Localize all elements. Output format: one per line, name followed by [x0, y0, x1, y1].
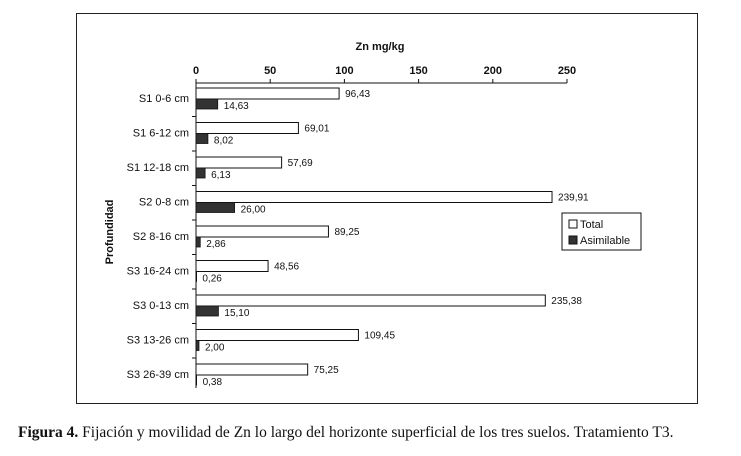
- x-axis-title: Zn mg/kg: [355, 41, 405, 53]
- data-label-asimilable: 8,02: [213, 135, 234, 147]
- legend-swatch-asimilable: [569, 236, 577, 244]
- data-label-asimilable: 0,38: [202, 377, 223, 388]
- category-label: S3 16-24 cm: [126, 265, 189, 278]
- bar-asimilable: [196, 375, 197, 385]
- x-tick-label: 100: [335, 65, 354, 77]
- x-tick-label: 150: [409, 65, 428, 77]
- bar-total: [196, 123, 298, 134]
- data-label-total: 48,56: [274, 261, 300, 273]
- data-label-total: 239,91: [558, 192, 589, 204]
- bar-total: [196, 192, 552, 203]
- bar-total: [196, 157, 282, 168]
- bar-total: [196, 330, 358, 341]
- data-label-asimilable: 6,13: [211, 170, 231, 181]
- x-tick-label: 0: [192, 65, 200, 77]
- category-label: S1 6-12 cm: [132, 127, 189, 140]
- bar-asimilable: [196, 203, 235, 213]
- caption-text: Fijación y movilidad de Zn lo largo del horizonte superficial de los tres suelos. Tratamiento T3.: [82, 424, 674, 441]
- bar-asimilable: [196, 168, 205, 178]
- legend-label-total: Total: [580, 219, 604, 231]
- category-label: S2 8-16 cm: [132, 231, 189, 243]
- data-label-total: 89,25: [334, 227, 360, 238]
- data-label-total: 57,69: [287, 158, 313, 169]
- data-label-asimilable: 14,63: [223, 101, 249, 112]
- bar-total: [196, 226, 328, 237]
- data-label-asimilable: 0,26: [202, 273, 222, 285]
- x-tick-label: 50: [264, 65, 277, 77]
- data-label-asimilable: 26,00: [240, 204, 266, 216]
- category-label: S2 0-8 cm: [138, 196, 189, 209]
- data-label-total: 109,45: [364, 330, 396, 342]
- bar-asimilable: [196, 99, 218, 109]
- bar-total: [196, 364, 308, 375]
- caption-label: Figura 4.: [18, 424, 79, 441]
- data-label-asimilable: 2,86: [206, 239, 226, 250]
- data-label-asimilable: 15,10: [224, 308, 250, 319]
- y-axis-title: Profundidad: [104, 199, 116, 265]
- x-tick-label: 200: [483, 65, 502, 77]
- bar-total: [196, 261, 268, 272]
- bar-total: [196, 88, 339, 99]
- figure-caption: [18, 424, 738, 442]
- category-label: S3 13-26 cm: [126, 334, 189, 347]
- bar-asimilable: [196, 134, 208, 144]
- bar-asimilable: [196, 341, 199, 351]
- data-label-total: 69,01: [304, 123, 330, 135]
- legend-swatch-total: [569, 220, 577, 228]
- legend-label-asimilable: Asimilable: [580, 235, 631, 247]
- category-label: S3 26-39 cm: [126, 369, 189, 381]
- x-tick-label: 250: [557, 65, 577, 77]
- bar-asimilable: [196, 306, 218, 316]
- category-label: S1 12-18 cm: [126, 162, 189, 174]
- data-label-total: 96,43: [345, 89, 371, 100]
- category-label: S1 0-6 cm: [138, 93, 189, 105]
- bar-asimilable: [196, 237, 200, 247]
- category-label: S3 0-13 cm: [132, 300, 189, 312]
- data-label-asimilable: 2,00: [204, 342, 225, 354]
- data-label-total: 235,38: [551, 296, 582, 307]
- bar-asimilable: [196, 272, 197, 282]
- legend: [562, 213, 641, 250]
- bar-total: [196, 295, 545, 306]
- data-label-total: 75,25: [313, 365, 339, 376]
